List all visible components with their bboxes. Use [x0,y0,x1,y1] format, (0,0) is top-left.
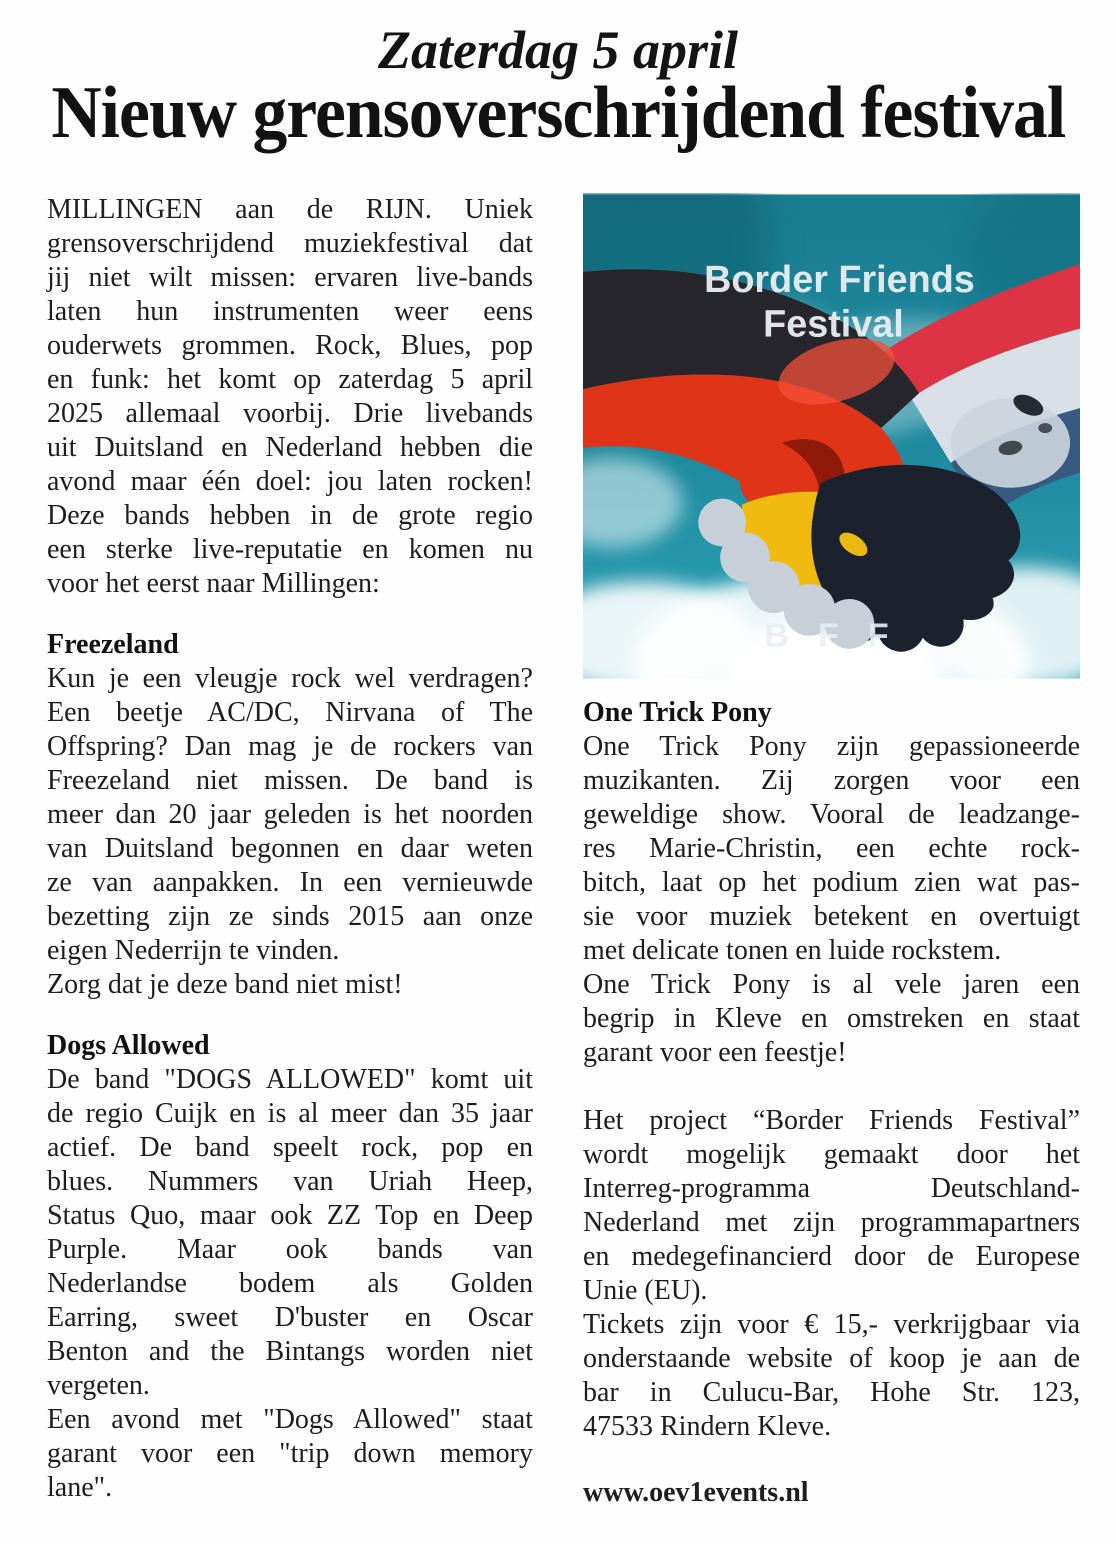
text-line: ze van aanpakken. In een vernieuwde [47,867,533,898]
text-line: uit Duitsland en Nederland hebben die [47,432,533,463]
text-line: bitch, laat op het podium zien wat pas- [583,867,1080,898]
poster-title-line1: Border Friends [704,258,975,301]
text-line: MILLINGEN aan de RIJN. Uniek [47,194,533,225]
article-title-text: Nieuw grensoverschrijdend festival [51,72,1065,154]
article-title [0,72,1116,154]
website-url: www.oev1events.nl [583,1477,809,1508]
text-line: Kun je een vleugje rock wel verdragen? [47,663,533,694]
text-line: eigen Nederrijn te vinden. [47,935,340,966]
text-line: garant voor een feestje! [583,1037,847,1068]
text-line: begrip in Kleve en omstreken en staat [583,1003,1080,1034]
text-line: de regio Cuijk en is al meer dan 35 jaar [47,1098,533,1129]
text-line: Het project “Border Friends Festival” [583,1105,1080,1136]
text-line: wordt mogelijk gemaakt door het [583,1139,1080,1170]
freezeland-paragraph [47,662,533,968]
dogs-allowed-closing-paragraph [47,1403,533,1505]
text-line: Unie (EU). [583,1275,708,1306]
text-line: De band "DOGS ALLOWED" komt uit [47,1064,533,1095]
section-heading-freezeland: Freezeland [47,629,179,660]
poster-title-line2: Festival [763,303,904,346]
text-line: One Trick Pony zijn gepassioneerde [583,731,1080,762]
left-column [47,193,533,1505]
text-line: actief. De band speelt rock, pop en [47,1132,533,1163]
text-line: Deze bands hebben in de grote regio [47,500,533,531]
festival-poster-image [583,193,1080,680]
text-line: jij niet wilt missen: ervaren live-bands [47,262,533,293]
text-line: 47533 Rindern Kleve. [583,1411,832,1442]
text-line: een sterke live-reputatie en komen nu [47,534,533,565]
text-line: Earring, sweet D'buster en Oscar [47,1302,533,1333]
text-line: Purple. Maar ook bands van [47,1234,533,1265]
text-line: Freezeland niet missen. De band is [47,765,533,796]
text-line: en funk: het komt op zaterdag 5 april [47,364,533,395]
text-line: geweldige show. Vooral de leadzange- [583,799,1080,830]
text-line: blues. Nummers van Uriah Heep, [47,1166,533,1197]
freezeland-closing-line [47,968,533,1002]
text-line: Nederlandse bodem als Golden [47,1268,533,1299]
text-line: meer dan 20 jaar geleden is het noorden [47,799,533,830]
text-line: Zorg dat je deze band niet mist! [47,969,403,1000]
text-line: grensoverschrijdend muziekfestival dat [47,228,533,259]
text-line: Benton and the Bintangs worden niet [47,1336,533,1367]
text-line: 2025 allemaal voorbij. Drie livebands [47,398,533,429]
intro-paragraph [47,193,533,601]
section-heading-dogs-allowed: Dogs Allowed [47,1030,210,1061]
date-heading: Zaterdag 5 april [378,20,738,80]
text-line: Een avond met "Dogs Allowed" staat [47,1404,533,1435]
text-line: ouderwets grommen. Rock, Blues, pop [47,330,533,361]
text-line: laten hun instrumenten weer eens [47,296,533,327]
text-line: Een beetje AC/DC, Nirvana of The [47,697,533,728]
text-line: Offspring? Dan mag je de rockers van [47,731,533,762]
text-line: onderstaande website of koop je aan de [583,1343,1080,1374]
right-column [583,193,1080,1510]
project-paragraph [583,1104,1080,1308]
tickets-paragraph [583,1308,1080,1444]
text-line: One Trick Pony is al vele jaren een [583,969,1080,1000]
one-trick-pony-closing-paragraph [583,968,1080,1070]
text-line: van Duitsland begonnen en daar weten [47,833,533,864]
text-line: muzikanten. Zij zorgen voor een [583,765,1080,796]
dogs-allowed-paragraph [47,1063,533,1403]
text-line: res Marie-Christin, een echte rock- [583,833,1080,864]
text-line: bar in Culucu-Bar, Hohe Str. 123, [583,1377,1080,1408]
text-line: Nederland met zijn programmapartners [583,1207,1080,1238]
text-line: avond maar één doel: jou laten rocken! [47,466,533,497]
text-line: sie voor muziek betekent en overtuigt [583,901,1080,932]
poster-caption-bff: B F F [764,616,899,655]
text-line: Status Quo, maar ook ZZ Top en Deep [47,1200,533,1231]
text-line: voor het eerst naar Millingen: [47,568,380,599]
text-line: garant voor een "trip down memory [47,1438,533,1469]
text-line: bezetting zijn ze sinds 2015 aan onze [47,901,533,932]
text-line: Tickets zijn voor € 15,- verkrijgbaar via [583,1309,1080,1340]
hand-marking [1038,423,1052,433]
text-line: vergeten. [47,1370,150,1401]
text-line: Interreg-programma Deutschland- [583,1173,1080,1204]
section-heading-one-trick-pony: One Trick Pony [583,697,772,728]
text-line: met delicate tonen en luide rockstem. [583,935,1002,966]
text-line: lane". [47,1472,113,1503]
one-trick-pony-paragraph [583,730,1080,968]
text-line: en medegefinancierd door de Europese [583,1241,1080,1272]
